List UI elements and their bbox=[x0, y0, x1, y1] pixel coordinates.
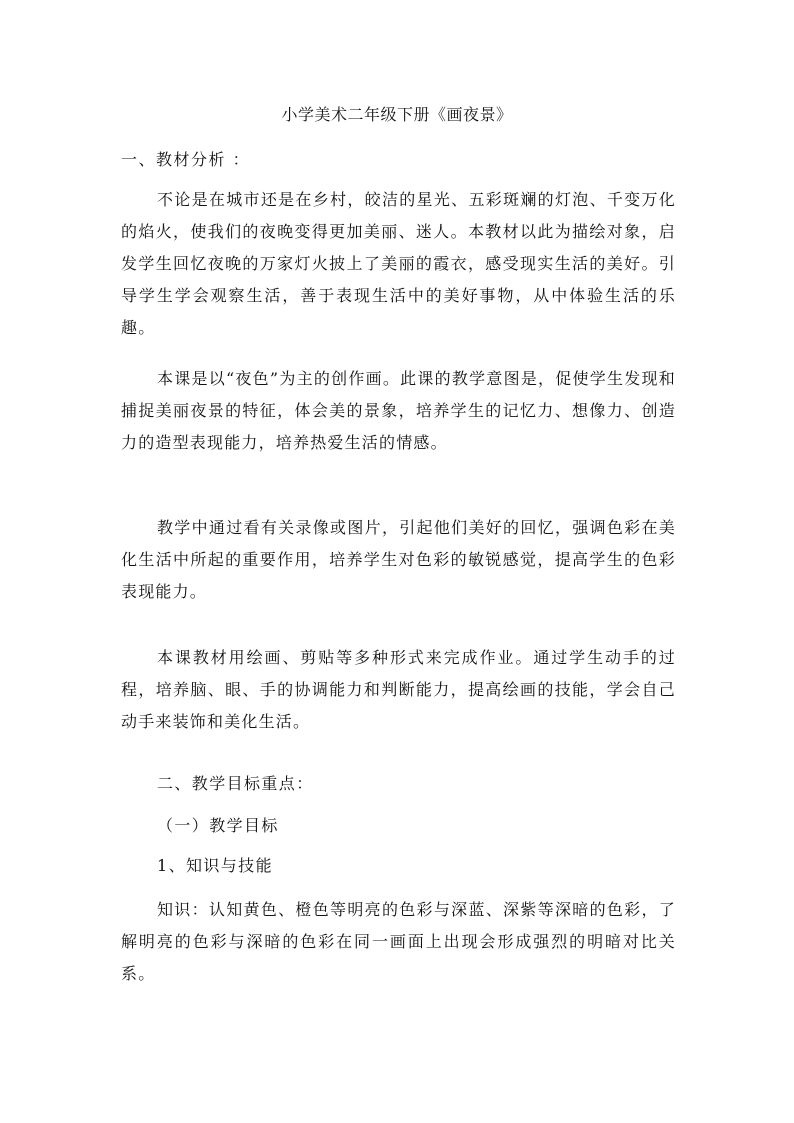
subsection-heading-teaching-objectives: （一）教学目标 bbox=[157, 816, 279, 835]
item-heading-knowledge-skills: 1、知识与技能 bbox=[157, 856, 273, 875]
paragraph-3: 教学中通过看有关录像或图片，引起他们美好的回忆，强调色彩在美化生活中所起的重要作用，培养学生对色彩的敏锐感觉，提高学生的色彩表现能力。 bbox=[121, 518, 676, 601]
knowledge-paragraph: 知识：认知黄色、橙色等明亮的色彩与深蓝、深紫等深暗的色彩，了解明亮的色彩与深暗的色彩在同一画面上出现会形成强烈的明暗对比关系。 bbox=[121, 900, 676, 983]
paragraph-4: 本课教材用绘画、剪贴等多种形式来完成作业。通过学生动手的过程，培养脑、眼、手的协调能力和判断能力，提高绘画的技能，学会自己动手来装饰和美化生活。 bbox=[121, 648, 676, 731]
section-heading-textbook-analysis: 一、教材分析 ： bbox=[121, 150, 251, 169]
section-heading-teaching-goals: 二、教学目标重点： bbox=[157, 774, 314, 793]
paragraph-2: 本课是以“夜色”为主的创作画。此课的教学意图是，促使学生发现和捕捉美丽夜景的特征，体会美的景象，培养学生的记忆力、想像力、创造力的造型表现能力，培养热爱生活的情感。 bbox=[121, 369, 676, 452]
paragraph-1: 不论是在城市还是在乡村，皎洁的星光、五彩斑斓的灯泡、千变万化的焰火，使我们的夜晚变得更加美丽、迷人。本教材以此为描绘对象，启发学生回忆夜晚的万家灯火披上了美丽的霞衣，感受现实生活的美好。引导学生学会观察生活，善于表现生活中的美好事物，从中体验生活的乐趣。 bbox=[121, 190, 676, 337]
document-title: 小学美术二年级下册《画夜景》 bbox=[281, 105, 513, 124]
